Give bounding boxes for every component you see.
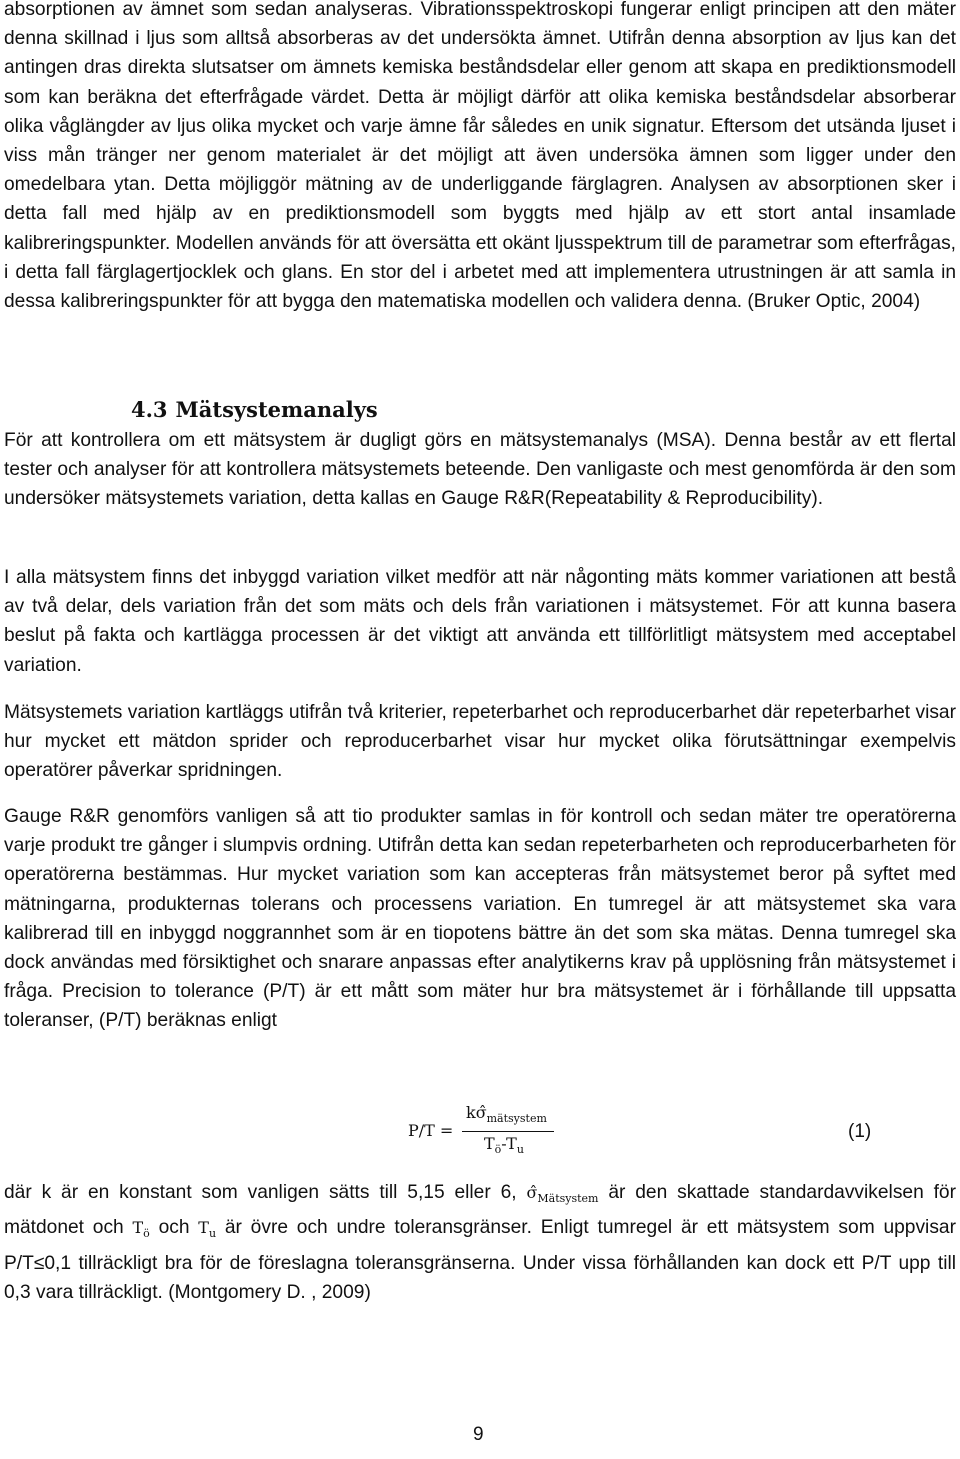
section-heading xyxy=(131,397,378,423)
definition-text-2: är den skattade standardavvikelsen för mätdonet och xyxy=(4,1182,956,1239)
section-number: 4.3 xyxy=(131,397,168,422)
formula-minus: - xyxy=(501,1134,507,1153)
page-number: 9 xyxy=(473,1424,484,1445)
definition-text-1: där k är en konstant som vanligen sätts till 5,15 eller 6, xyxy=(4,1182,527,1203)
formula-denominator xyxy=(484,1134,524,1156)
fraction-line xyxy=(462,1131,554,1132)
t-upper-sub: ö xyxy=(143,1227,150,1241)
t-lower-sub: u xyxy=(208,1227,217,1241)
formula-numerator xyxy=(466,1103,547,1125)
sigma-sub: Mätsystem xyxy=(537,1192,599,1206)
definition-text-3: och xyxy=(149,1217,199,1239)
formula-sigma-sub: mätsystem xyxy=(486,1112,547,1126)
paragraph-absorption: absorptionen av ämnet som sedan analyseras. Vibrationsspektroskopi fungerar enligt principen att den mäter denna skillnad i ljus som alltså absorberas av det undersökta ämnet. Utifrån denna absorption av ljus kan det antingen dras direkta slutsatser om ämnets kemiska beståndsdelar eller genom att skapa en prediktionsmodell som kan beräkna det efterfrågade värdet. Detta är möjligt därför att olika kemiska beståndsdelar absorberar olika våglängder av ljus olika mycket och varje ämne får således en unik signatur. Eftersom det utsända ljuset i viss mån tränger ner genom materialet är det möjligt att även undersöka ämnen som ligger under den omedelbara ytan. Detta möjliggör mätning av de underliggande färglagren. Analysen av absorptionen sker i detta fall med hjälp av en prediktionsmodell som byggts med hjälp av ett stort antal insamlade kalibreringspunkter. Modellen används för att översätta ett okänt ljusspektrum till de parametrar som efterfrågas, i detta fall färglagertjocklek och glans. En stor del i arbetet med att implementera utrustningen är att samla in dessa kalibreringspunkter för att bygga den matematiska modellen och validera denna. (Bruker Optic, 2004) xyxy=(4,0,956,313)
pt-formula xyxy=(408,1103,558,1163)
formula-t-lower-sub: u xyxy=(516,1143,524,1157)
formula-t-upper: T xyxy=(484,1134,495,1153)
paragraph-variation: I alla mätsystem finns det inbyggd variation vilket medför att när någonting mäts kommer variationen att bestå av två delar, dels variation från det som mäts och dels från variationen i mätsystemet. För att kunna basera beslut på fakta och kartlägga processen är det viktigt att använda ett tillförlitligt mätsystem med acceptabel variation. xyxy=(4,567,956,676)
section-title: Mätsystemanalys xyxy=(175,397,378,422)
formula-t-lower: T xyxy=(506,1134,517,1153)
paragraph-criteria: Mätsystemets variation kartläggs utifrån två kriterier, repeterbarhet och reproducerbarhet där repeterbarhet visar hur mycket ett mätdon sprider och reproducerbarhet visar hur mycket olika förutsättningar exempelvis operatörer påverkar spridningen. xyxy=(4,702,956,782)
t-lower-glyph: T xyxy=(198,1218,209,1238)
formula-k: k xyxy=(466,1103,476,1122)
sigma-glyph: σ̂ xyxy=(526,1183,538,1202)
paragraph-msa: För att kontrollera om ett mätsystem är dugligt görs en mätsystemanalys (MSA). Denna består av ett flertal tester och analyser för att kontrollera mätsystemets beteende. Den vanligaste och mest genomförda är den som undersöker mätsystemets variation, detta kallas en Gauge R&R(Repeatability & Reproducibility). xyxy=(4,430,956,510)
formula-lhs: P/T = xyxy=(408,1121,454,1140)
t-upper-glyph: T xyxy=(132,1218,144,1238)
definition-text-4: är övre och undre toleransgränser. Enligt tumregel är ett mätsystem som uppvisar P/T≤0,1 tillräckligt bra för de föreslagna toleransgränserna. Under vissa förhållanden kan dock ett P/T upp till 0,3 vara tillräckligt. (Montgomery D. , 2009) xyxy=(4,1217,956,1303)
sigma-symbol xyxy=(526,1183,599,1206)
formula-t-upper-sub: ö xyxy=(494,1143,502,1157)
t-lower-symbol xyxy=(198,1218,217,1241)
equation-number: (1) xyxy=(848,1121,872,1142)
t-upper-symbol xyxy=(132,1218,150,1241)
formula-sigma: σ̂ xyxy=(475,1103,487,1122)
paragraph-gauge-rr: Gauge R&R genomförs vanligen så att tio produkter samlas in för kontroll och sedan mäter tre operatörerna varje produkt tre gånger i slumpvis ordning. Utifrån detta kan sedan repeterbarheten och reproducerbarheten för operatörerna bestämmas. Hur mycket variation som kan accepteras från mätsystemet beror på syftet med mätningarna, produkternas tolerans och processens variation. En tumregel är att mätsystemet ska vara kalibrerad till en inbyggd noggrannhet som är en tiopotens bättre än det som ska mätas. Denna tumregel ska dock användas med försiktighet och snarare anpassas efter analytikerns krav på upplösning från mätsystemet i fråga. Precision to tolerance (P/T) är ett mått som mäter hur bra mätsystemet är i förhållande till uppsatta toleranser, (P/T) beräknas enligt xyxy=(4,806,956,1032)
paragraph-definition xyxy=(4,1178,956,1307)
